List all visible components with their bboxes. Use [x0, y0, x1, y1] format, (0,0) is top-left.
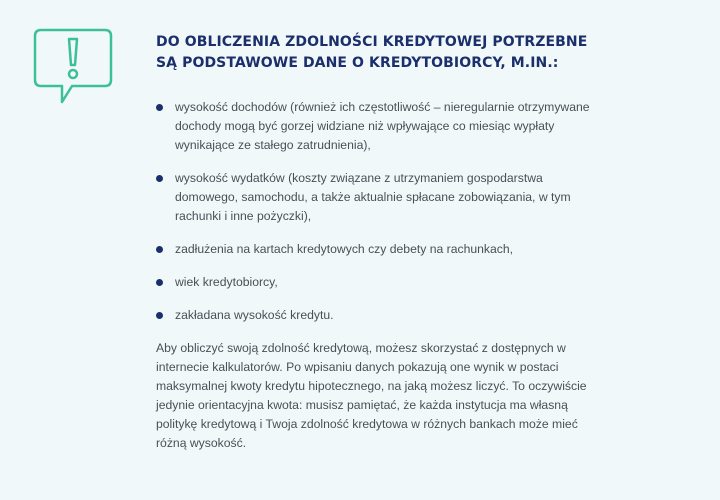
- list-item: [156, 240, 606, 259]
- requirements-list: [156, 98, 606, 325]
- list-item: [156, 306, 606, 325]
- bullet-dot-icon: [156, 246, 163, 253]
- bullet-dot-icon: [156, 312, 163, 319]
- page-title: [156, 32, 606, 74]
- bullet-dot-icon: [156, 104, 163, 111]
- list-item: [156, 273, 606, 292]
- bullet-dot-icon: [156, 279, 163, 286]
- list-item-text: wysokość wydatków (koszty związane z utrzymaniem gospodarstwa domowego, samochodu, a także aktualnie spłacane zobowiązania, w tym rachunki i inne pożyczki),: [175, 171, 571, 223]
- bullet-dot-icon: [156, 175, 163, 182]
- list-item-text: zakładana wysokość kredytu.: [175, 308, 334, 322]
- summary-paragraph: Aby obliczyć swoją zdolność kredytową, możesz skorzystać z dostępnych w internecie kalkulatorów. Po wpisaniu danych pokazują one wynik w postaci maksymalnej kwoty kredytu hipotecznego, na jaką możesz liczyć. To oczywiście jedynie orientacyjna kwota: musisz pamiętać, że każda instytucja ma własną politykę kredytową i Twoja zdolność kredytowa w różnych bankach może mieć różną wysokość.: [156, 341, 587, 450]
- exclamation-speech-bubble-icon: [33, 28, 113, 108]
- content: [156, 32, 606, 453]
- list-item-text: zadłużenia na kartach kredytowych czy debety na rachunkach,: [175, 242, 514, 256]
- list-item-text: wysokość dochodów (również ich częstotliwość – nieregularnie otrzymywane dochody mogą być gorzej widziane niż wpływające co miesiąc wypłaty wynikające ze stałego zatrudnienia),: [175, 100, 590, 152]
- list-item: [156, 169, 606, 226]
- list-item-text: wiek kredytobiorcy,: [175, 275, 278, 289]
- title-line-2: SĄ PODSTAWOWE DANE O KREDYTOBIORCY, M.IN.:: [156, 55, 559, 71]
- list-item: [156, 98, 606, 155]
- title-line-1: DO OBLICZENIA ZDOLNOŚCI KREDYTOWEJ POTRZEBNE: [156, 34, 588, 50]
